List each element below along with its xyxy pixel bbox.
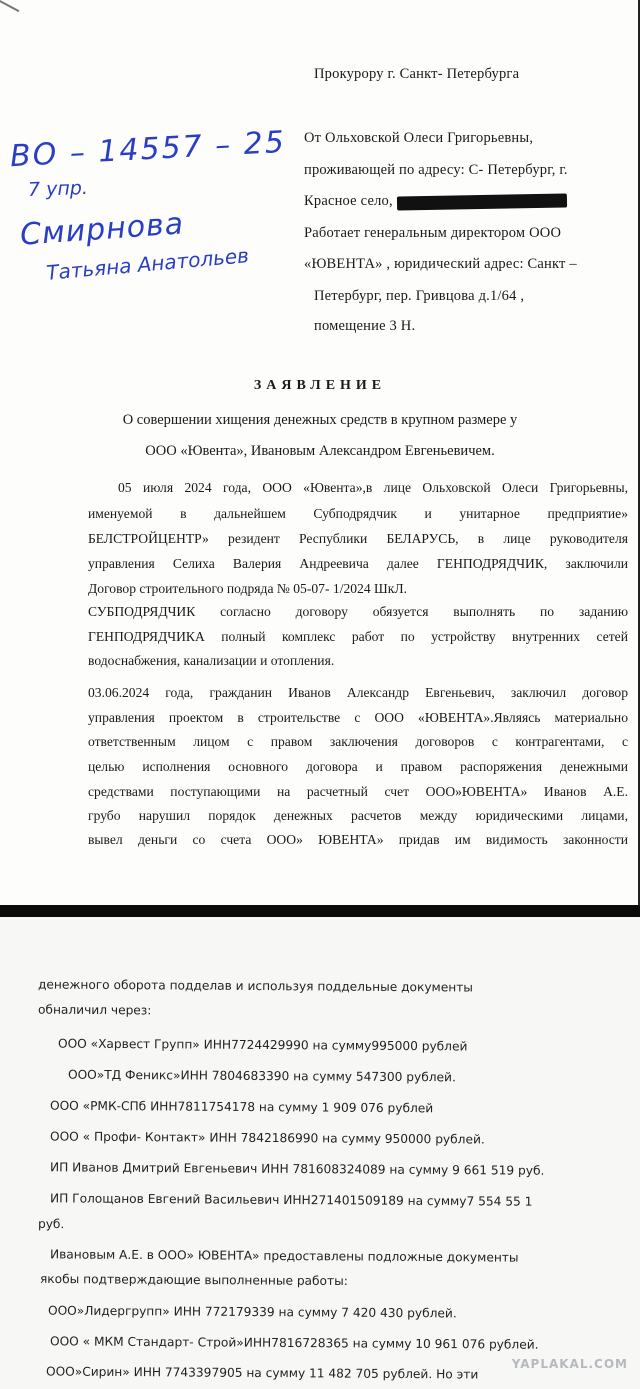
paragraph-2-line: водоснабжения, канализации и отопления. [88, 653, 335, 668]
handwritten-department: 7 упр. [27, 176, 89, 202]
handwritten-surname: Смирнова [18, 206, 186, 253]
subject-line-1: О совершении хищения денежных средств в крупном размере у [122, 412, 518, 428]
work-line: ООО « МКМ Стандарт- Строй»ИНН7816728365 на сумму 10 961 076 рублей. [49, 1334, 539, 1352]
work-line: ООО»Сирин» ИНН 7743397905 на сумму 11 482 705 рублей. Но эти [45, 1364, 479, 1382]
handwritten-name: Татьяна Анатольев [45, 243, 250, 285]
paragraph-3-line: грубо нарушил порядок денежных расчетов между юридическими лицами, [88, 808, 628, 823]
paragraph-3-line: управления проектом в строительстве с ООО «ЮВЕНТА».Являясь материально [88, 710, 628, 725]
payment-line: ООО «Харвест Групп» ИНН7724429990 на сумму995000 рублей [57, 1036, 468, 1054]
payment-line: ИП Иванов Дмитрий Евгеньевич ИНН 781608324089 на сумму 9 661 519 руб. [49, 1160, 545, 1178]
paragraph-3-line: средствами поступающими на расчетный счет ООО»ЮВЕНТА» Иванов А.Е. [88, 784, 628, 799]
payment-line: ООО»ТД Феникс»ИНН 7804683390 на сумму 547300 рублей. [67, 1067, 456, 1085]
paragraph-2-line: СУБПОДРЯДЧИК согласно договору обязуется выполнять по заданию [88, 604, 628, 619]
watermark: YAPLAKAL.COM [511, 1357, 628, 1371]
paragraph-3-line: вывел деньги со счета ООО» ЮВЕНТА» придав им видимость законности [88, 832, 628, 847]
paragraph-3-line: целью исполнения основного договора и правом распоряжения денежными [88, 759, 628, 774]
document-title: ЗАЯВЛЕНИЕ [253, 378, 387, 393]
redaction-mark [397, 193, 567, 210]
payment-line: руб. [37, 1216, 65, 1232]
paragraph-3-line: ответственным лицом с правом заключения договоров с контрагентами, с [88, 734, 628, 749]
addressee-residence: проживающей по адресу: С- Петербург, г. [304, 162, 568, 178]
payment-line: ООО «РМК-СПб ИНН7811754178 на сумму 1 909 076 рублей [49, 1098, 434, 1116]
handwritten-registration-number: ВО – 14557 – 25 [9, 124, 287, 175]
addressee-city [304, 193, 567, 210]
work-line: ООО»Лидергрупп» ИНН 772179339 на сумму 7 420 430 рублей. [47, 1303, 457, 1321]
paragraph-2-line: ГЕНПОДРЯДЧИКА полный комплекс работ по устройству внутренних сетей [88, 629, 628, 644]
paragraph-1-line: Договор строительного подряда № 05-07- 1/2024 ШкЛ. [88, 581, 407, 596]
forged-intro-line: Ивановым А.Е. в ООО» ЮВЕНТА» предоставлены подложные документы [49, 1247, 519, 1265]
paragraph-1-line: управления Селиха Валерия Андреевича далее ГЕНПОДРЯДЧИК, заключили [88, 556, 628, 571]
payment-line: ИП Голощанов Евгений Васильевич ИНН271401509189 на сумму7 554 55 1 [49, 1191, 533, 1209]
page-corner-mark [0, 0, 19, 12]
paragraph-1-line: 05 июля 2024 года, ООО «Ювента»,в лице Ольховской Олеси Григорьевны, [118, 480, 628, 495]
intro-line: денежного оборота подделав и используя поддельные документы [37, 977, 473, 995]
forged-intro-line: якобы подтверждающие выполненные работы: [39, 1271, 348, 1289]
subject-line-2: ООО «Ювента», Ивановым Александром Евгеньевичем. [145, 443, 495, 459]
addressee-to: Прокурору г. Санкт- Петербурга [314, 66, 520, 82]
addressee-from: От Ольховской Олеси Григорьевны, [304, 130, 534, 146]
addressee-position: Работает генеральным директором ООО [304, 225, 562, 241]
paragraph-1-line: БЕЛСТРОЙЦЕНТР» резидент Республики БЕЛАРУСЬ, в лице руководителя [88, 531, 628, 546]
paragraph-1-line: именуемой в дальнейшем Субподрядчик и унитарное предприятие» [88, 506, 628, 521]
addressee-premises: помещение 3 Н. [314, 318, 416, 334]
document-page-2 [0, 917, 640, 1389]
paragraph-3-line: 03.06.2024 года, гражданин Иванов Александр Евгеньевич, заключил договор [88, 685, 628, 700]
addressee-street: Петербург, пер. Гривцова д.1/64 , [314, 288, 525, 304]
addressee-city-text: Красное село, [304, 193, 393, 209]
intro-line: обналичил через: [37, 1002, 152, 1018]
payment-line: ООО « Профи- Контакт» ИНН 7842186990 на сумму 950000 рублей. [49, 1129, 485, 1147]
page-separator [0, 905, 640, 917]
addressee-company: «ЮВЕНТА» , юридический адрес: Санкт – [304, 256, 577, 272]
